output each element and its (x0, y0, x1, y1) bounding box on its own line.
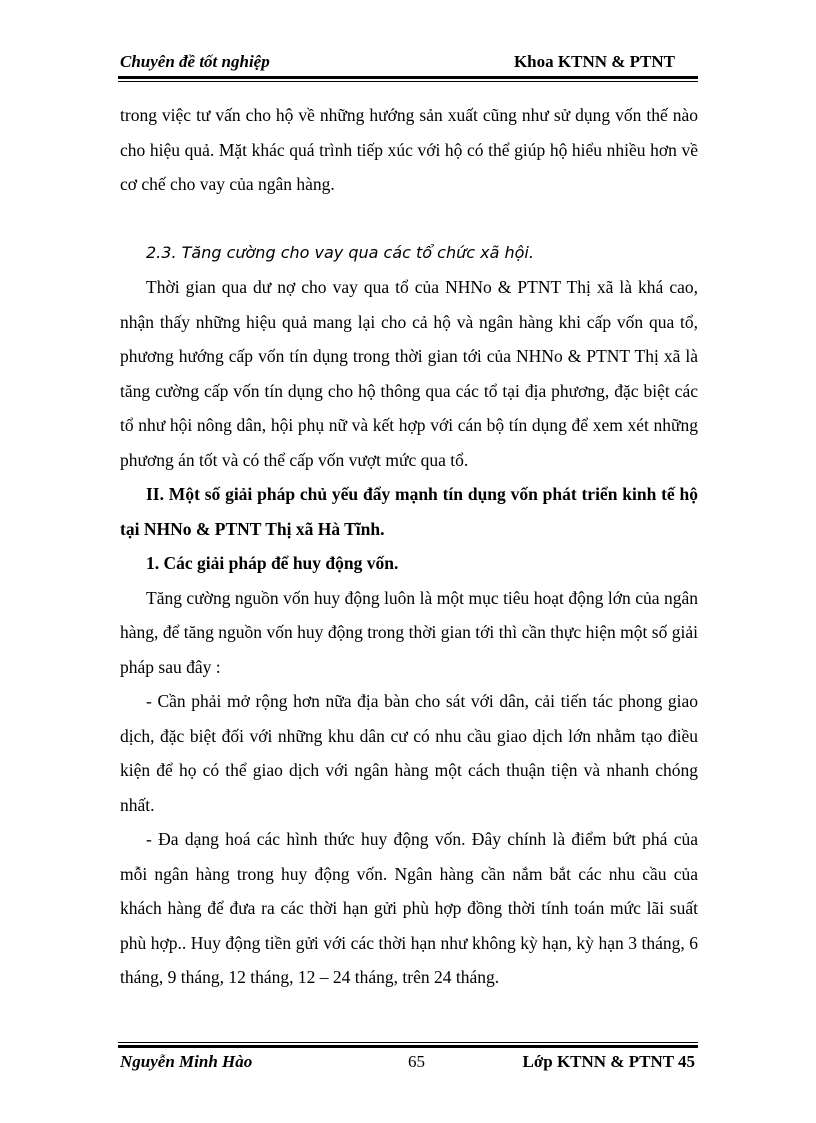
footer-rule-thin (118, 1042, 698, 1043)
page-body (120, 98, 698, 995)
paragraph-5: - Đa dạng hoá các hình thức huy động vốn. Đây chính là điểm bứt phá của mỗi ngân hàng trong huy động vốn. Ngân hàng cần nắm bắt các nhu cầu của khách hàng để đưa ra các thời hạn gửi phù hợp đồng thời tính toán mức lãi suất phù hợp.. Huy động tiền gửi với các thời hạn như không kỳ hạn, kỳ hạn 3 tháng, 6 tháng, 9 tháng, 12 tháng, 12 – 24 tháng, trên 24 tháng. (120, 829, 698, 987)
footer-class: Lớp KTNN & PTNT 45 (522, 1052, 695, 1071)
paragraph-3: Tăng cường nguồn vốn huy động luôn là một mục tiêu hoạt động lớn của ngân hàng, để tăng nguồn vốn huy động trong thời gian tới thì cần thực hiện một số giải pháp sau đây : (120, 587, 698, 677)
footer-author: Nguyễn Minh Hào (120, 1052, 253, 1071)
page-footer (120, 1052, 695, 1076)
footer-rule (118, 1045, 698, 1048)
page-number: 65 (408, 1052, 425, 1071)
header-title: Chuyên đề tốt nghiệp (120, 52, 270, 71)
section-heading-2-3: 2.3. Tăng cường cho vay qua các tổ chức xã hội. (146, 242, 534, 262)
paragraph-4: - Cần phải mở rộng hơn nữa địa bàn cho sát với dân, cải tiến tác phong giao dịch, đặc biệt đối với những khu dân cư có nhu cầu giao dịch lớn nhằm tạo điều kiện để họ có thể giao dịch với ngân hàng một cách thuận tiện và nhanh chóng nhất. (120, 691, 698, 815)
subsection-heading-1: 1. Các giải pháp để huy động vốn. (146, 553, 399, 573)
paragraph-1: trong việc tư vấn cho hộ về những hướng sản xuất cũng như sử dụng vốn thế nào cho hiệu quả. Mặt khác quá trình tiếp xúc với hộ có thể giúp hộ hiểu nhiều hơn về cơ chế cho vay của ngân hàng. (120, 105, 698, 194)
page-header (120, 52, 695, 76)
header-department: Khoa KTNN & PTNT (513, 52, 675, 71)
header-rule (118, 76, 698, 79)
paragraph-2: Thời gian qua dư nợ cho vay qua tổ của NHNo & PTNT Thị xã là khá cao, nhận thấy những hiệu quả mang lại cho cả hộ và ngân hàng khi cấp vốn qua tổ, phương hướng cấp vốn tín dụng trong thời gian tới của NHNo & PTNT Thị xã là tăng cường cấp vốn tín dụng cho hộ thông qua các tổ tại địa phương, đặc biệt các tổ như hội nông dân, hội phụ nữ và kết hợp với cán bộ tín dụng để xem xét những phương án tốt và có thể cấp vốn vượt mức qua tổ. (120, 277, 698, 470)
section-heading-II: II. Một số giải pháp chủ yếu đẩy mạnh tín dụng vốn phát triển kinh tế hộ tại NHNo & PTNT Thị xã Hà Tĩnh. (120, 484, 698, 539)
header-rule-thin (118, 81, 698, 82)
